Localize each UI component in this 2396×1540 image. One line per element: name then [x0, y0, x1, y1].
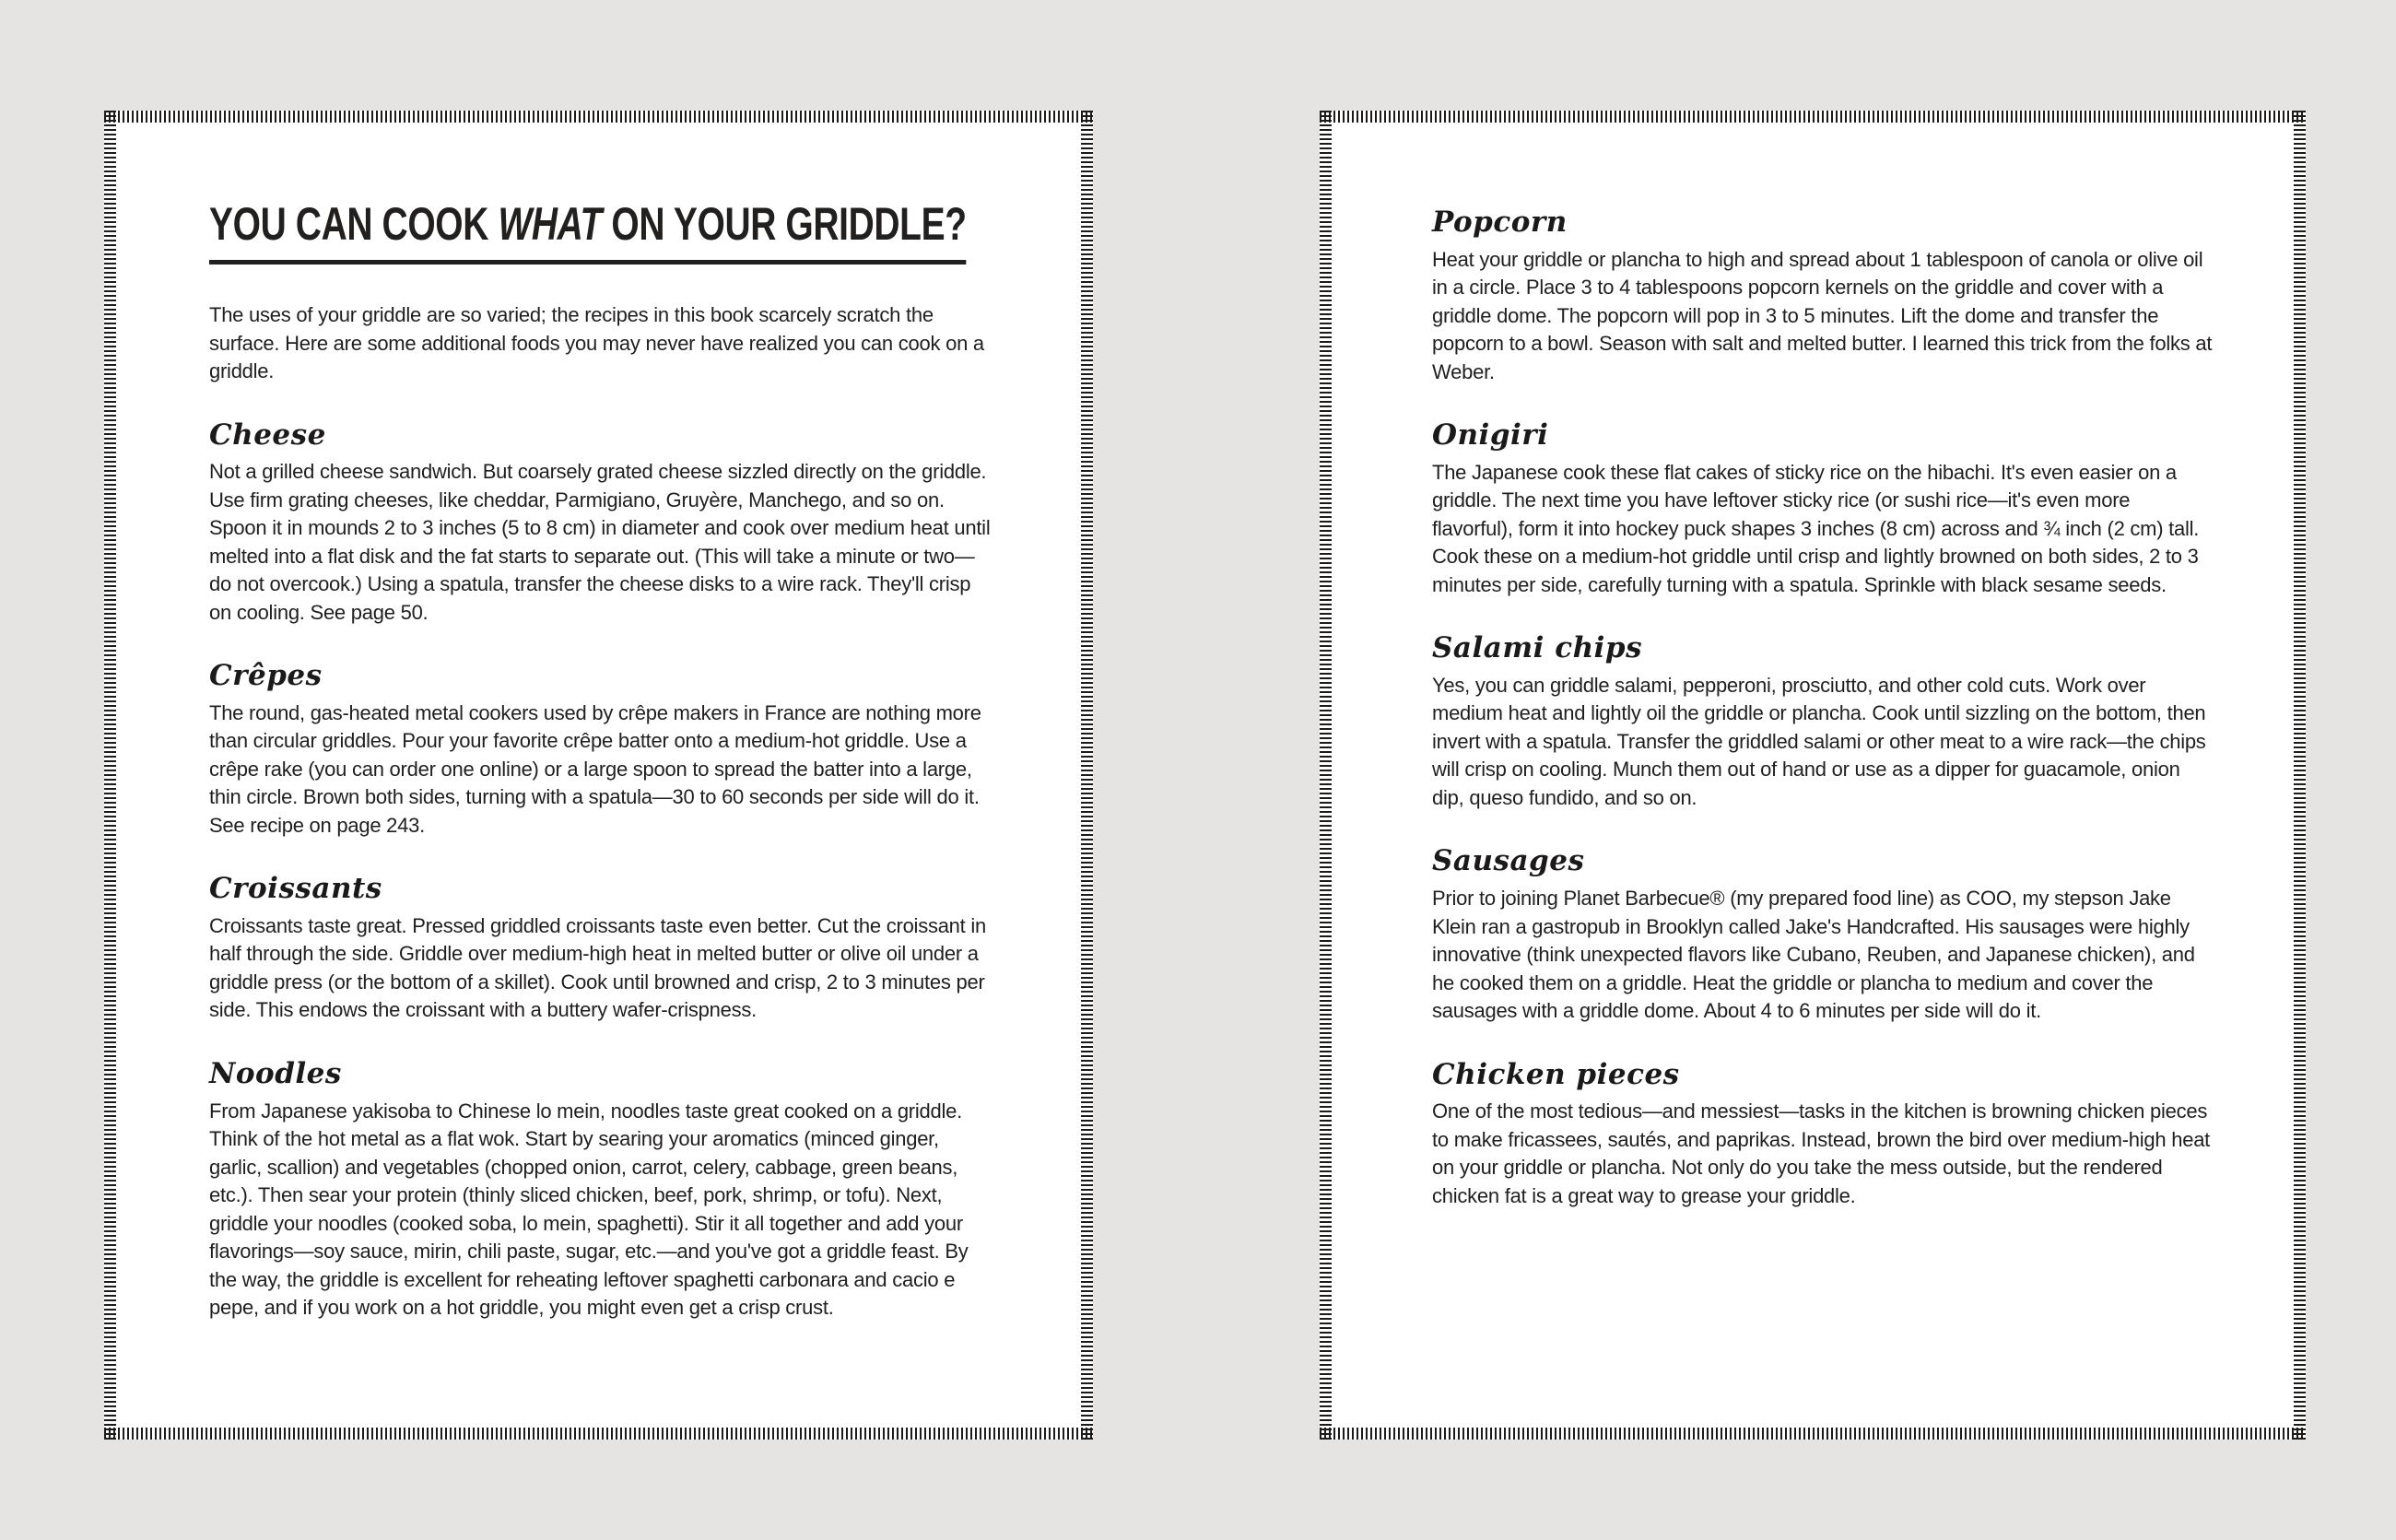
- section-sausages: [1432, 845, 2210, 1025]
- intro-paragraph: The uses of your griddle are so varied; the recipes in this book scarcely scratch the surface. Here are some additional foods you may never have realized you can cook on a griddle.: [209, 303, 984, 382]
- section-body-croissants: Croissants taste great. Pressed griddled croissants taste even better. Cut the croissant in half through the side. Griddle over medium-high heat in melted butter or olive oil under a griddle press (or the bottom of a skillet). Cook until browned and crisp, 2 to 3 minutes per side. This endows the croissant with a buttery wafer-crispness.: [209, 913, 987, 1022]
- section-heading-crepes: Crêpes: [209, 659, 323, 693]
- section-chicken-pieces: [1432, 1059, 2210, 1211]
- book-page-right: [1320, 111, 2306, 1440]
- section-heading-onigiri: Onigiri: [1432, 418, 1549, 453]
- section-cheese: [209, 419, 990, 628]
- section-body-salami-chips: Yes, you can griddle salami, pepperoni, prosciutto, and other cold cuts. Work over medium heat and lightly oil the griddle or plancha. Cook until sizzling on the bottom, then invert with a spatula. Transfer the griddled salami or other meat to a wire rack—the chips will crisp on cooling. Munch them out of hand or use as a dipper for guacamole, onion dip, queso fundido, and so on.: [1432, 673, 2206, 809]
- section-heading-cheese: Cheese: [209, 417, 326, 452]
- section-croissants: [209, 873, 990, 1025]
- right-page-content: [1320, 111, 2306, 1440]
- page-title-prefix: YOU CAN COOK: [209, 198, 499, 250]
- section-heading-salami-chips: Salami chips: [1432, 631, 1643, 665]
- section-heading-chicken-pieces: Chicken pieces: [1432, 1057, 1680, 1091]
- section-popcorn: [1432, 206, 2213, 386]
- section-noodles: [209, 1058, 990, 1323]
- book-page-left: [104, 111, 1093, 1440]
- left-page-content: [104, 111, 1093, 1440]
- section-heading-croissants: Croissants: [209, 872, 382, 906]
- section-body-cheese: Not a grilled cheese sandwich. But coarsely grated cheese sizzled directly on the griddle. Use firm grating cheeses, like cheddar, Parmigiano, Gruyère, Manchego, and so on. Spoon it in mounds 2 to 3 inches (5 to 8 cm) in diameter and cook over medium heat until melted into a flat disk and the fat starts to separate out. (This will take a minute or two—do not overcook.) Using a spatula, transfer the cheese disks to a wire rack. They'll crisp on cooling. See page 50.: [209, 460, 991, 624]
- section-body-onigiri: The Japanese cook these flat cakes of sticky rice on the hibachi. It's even easier on a griddle. The next time you have leftover sticky rice (or sushi rice—it's even more flavorful), form it into hockey puck shapes 3 inches (8 cm) across and ¾ inch (2 cm) tall. Cook these on a medium-hot griddle until crisp and lightly browned on both sides, 2 to 3 minutes per side, carefully turning with a spatula. Sprinkle with black sesame seeds.: [1432, 460, 2200, 596]
- page-title: [209, 199, 967, 265]
- section-body-popcorn: Heat your griddle or plancha to high and spread about 1 tablespoon of canola or olive oil in a circle. Place 3 to 4 tablespoons popcorn kernels on the griddle and cover with a griddle dome. The popcorn will pop in 3 to 5 minutes. Lift the dome and transfer the popcorn to a bowl. Season with salt and melted butter. I learned this trick from the folks at Weber.: [1432, 247, 2213, 383]
- section-body-noodles: From Japanese yakisoba to Chinese lo mein, noodles taste great cooked on a griddle. Think of the hot metal as a flat wok. Start by searing your aromatics (minced ginger, garlic, scallion) and vegetables (chopped onion, carrot, celery, cabbage, green beans, etc.). Then sear your protein (thinly sliced chicken, beef, pork, shrimp, or tofu). Next, griddle your noodles (cooked soba, lo mein, spaghetti). Stir it all together and add your flavorings—soy sauce, mirin, chili paste, sugar, etc.—and you've got a griddle feast. By the way, the griddle is excellent for reheating leftover spaghetti carbonara and cacio e pepe, and if you work on a hot griddle, you might even get a crisp crust.: [209, 1099, 969, 1320]
- section-onigiri: [1432, 419, 2210, 599]
- page-title-suffix: ON YOUR GRIDDLE?: [601, 198, 967, 250]
- section-heading-popcorn: Popcorn: [1432, 206, 1568, 239]
- section-heading-noodles: Noodles: [209, 1056, 342, 1090]
- section-crepes: [209, 660, 990, 840]
- section-salami-chips: [1432, 632, 2210, 812]
- section-body-chicken-pieces: One of the most tedious—and messiest—tasks in the kitchen is browning chicken pieces to make fricassees, sautés, and paprikas. Instead, brown the bird over medium-high heat on your griddle or plancha. Not only do you take the mess outside, but the rendered chicken fat is a great way to grease your griddle.: [1432, 1099, 2211, 1207]
- section-body-sausages: Prior to joining Planet Barbecue® (my prepared food line) as COO, my stepson Jake Klein ran a gastropub in Brooklyn called Jake's Handcrafted. His sausages were highly innovative (think unexpected flavors like Cubano, Reuben, and Japanese chicken), and he cooked them on a griddle. Heat the griddle or plancha to medium and cover the sausages with a griddle dome. About 4 to 6 minutes per side will do it.: [1432, 887, 2195, 1023]
- page-title-emphasis: WHAT: [498, 198, 602, 250]
- section-heading-sausages: Sausages: [1432, 844, 1585, 878]
- section-body-crepes: The round, gas-heated metal cookers used by crêpe makers in France are nothing more than circular griddles. Pour your favorite crêpe batter onto a medium-hot griddle. Use a crêpe rake (you can order one online) or a large spoon to spread the batter into a large, thin circle. Brown both sides, turning with a spatula—30 to 60 seconds per side will do it. See recipe on page 243.: [209, 700, 981, 837]
